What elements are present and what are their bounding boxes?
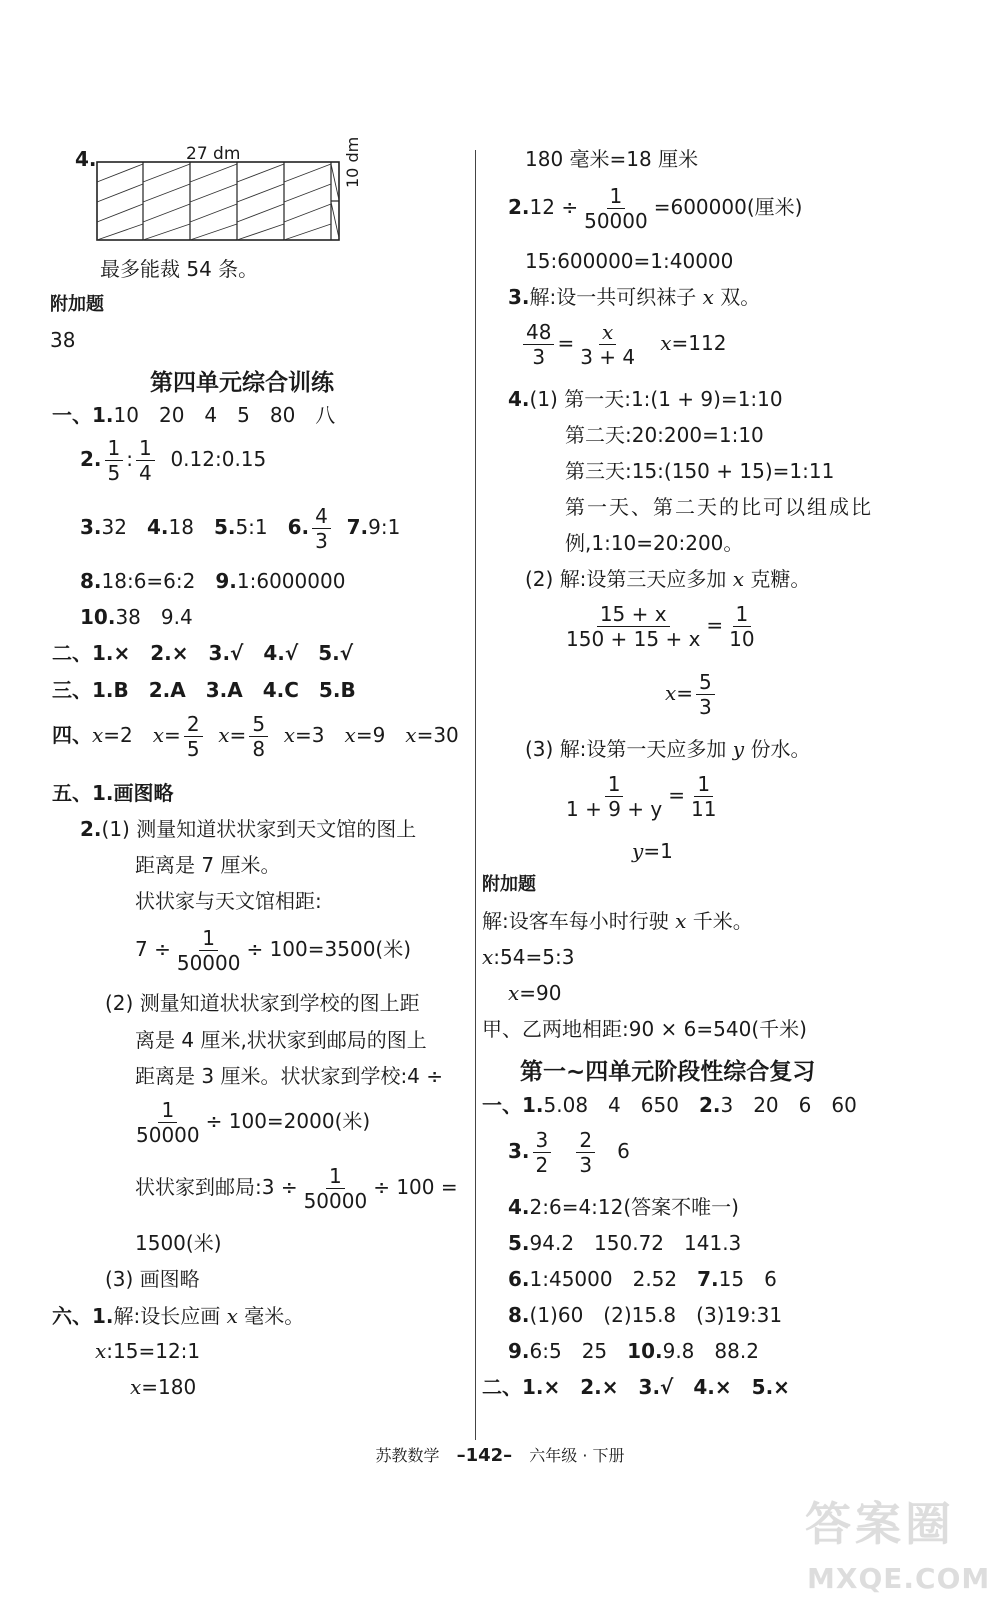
r-item4-part2: (2) 解:设第三天应多加 x 克糖。 [525, 567, 811, 591]
r-item4-part2-eq: $\frac{15 + x}{150 + 15 + x}$ = $\frac{1}{10}$ [566, 602, 755, 651]
sec4-answers: 四、x=2 x= $\frac{2}{5}$ x= $\frac{5}{8}$ x=3 x=9 x=30 [52, 712, 459, 761]
sec6-item1: 六、1.解:设长应画 x 毫米。 [52, 1304, 305, 1328]
sec5-item2-line2: 距离是 7 厘米。 [135, 853, 281, 877]
sec1-line5: 10.38 9.4 [80, 605, 193, 629]
r-extra-line1: 解:设客车每小时行驶 x 千米。 [482, 909, 753, 933]
stage-review-title: 第一~四单元阶段性综合复习 [520, 1059, 816, 1085]
watermark-text: 答案圈 [805, 1497, 955, 1551]
sec3-answers: 三、1.B 2.A 3.A 4.C 5.B [52, 678, 356, 702]
watermark-logo [805, 1488, 991, 1608]
extra-answer: 38 [50, 328, 76, 352]
sec5-item2-calc1: 7 ÷ $\frac{1}{50000}$ ÷ 100=3500(米) [135, 926, 412, 975]
sec5-item1: 五、1.画图略 [52, 781, 174, 805]
cutting-diagram [95, 160, 375, 244]
dimension-side: 10 dm [343, 136, 362, 188]
r-item4-conclusion2: 例,1:10=20:200。 [565, 531, 744, 555]
footer-grade: 六年级 · 下册 [529, 1446, 625, 1465]
sec5-item2-calc3-result: 1500(米) [135, 1231, 222, 1255]
review-line7: 9.6:5 25 10.9.8 88.2 [508, 1339, 759, 1363]
r-item4-part3: (3) 解:设第一天应多加 y 份水。 [525, 737, 811, 761]
sec5-item2-line3: 状状家与天文馆相距: [135, 889, 322, 913]
r-item4-day1: 4.(1) 第一天:1:(1 + 9)=1:10 [508, 387, 783, 411]
footer-subject: 苏教数学 [375, 1446, 440, 1465]
r-extra-line2: x:54=5:3 [482, 945, 575, 969]
r-item2: 2.12 ÷ $\frac{1}{50000}$ =600000(厘米) [508, 184, 803, 233]
r-extra-line3: x=90 [508, 981, 562, 1005]
sec5-item2-part2-line1: (2) 测量知道状状家到学校的图上距 [105, 991, 420, 1015]
review-sec2: 二、1.× 2.× 3.√ 4.× 5.× [482, 1375, 790, 1399]
sec5-item2-line1: 2.(1) 测量知道状状家到天文馆的图上 [80, 817, 417, 841]
sec5-item2-part2-line3: 距离是 3 厘米。状状家到学校:4 ÷ [135, 1064, 444, 1088]
r-extra-heading: 附加题 [482, 874, 536, 895]
column-divider [475, 150, 476, 1440]
r-item4-part2-solution: x= $\frac{5}{3}$ [665, 670, 718, 719]
sec5-item2-calc2: $\frac{1}{50000}$ ÷ 100=2000(米) [136, 1098, 371, 1147]
sec6-proportion: x:15=12:1 [95, 1339, 201, 1363]
sec1-line1: 一、1.10 20 4 5 80 八 [52, 403, 336, 427]
review-line2: 3. $\frac{3}{2}$ $\frac{2}{3}$ 6 [508, 1128, 630, 1177]
sec1-line4: 8.18:6=6:2 9.1:6000000 [80, 569, 346, 593]
r-item4-part3-eq: $\frac{1}{1 + 9 + y}$ = $\frac{1}{11}$ [566, 772, 717, 821]
sec6-solution: x=180 [130, 1375, 197, 1399]
q4-result: 最多能裁 54 条。 [100, 257, 259, 281]
r-extra-line4: 甲、乙两地相距:90 × 6=540(千米) [482, 1017, 807, 1041]
r-item4-day2: 第二天:20:200=1:10 [565, 423, 764, 447]
r-item3-proportion: $\frac{48}{3}$ = $\frac{x}{3 + 4}$ x=112 [520, 320, 726, 369]
review-line3: 4.2:6=4:12(答案不唯一) [508, 1195, 739, 1219]
sec1-line2: 2. $\frac{1}{5}$ : $\frac{1}{4}$ 0.12:0.15 [80, 436, 267, 485]
r-line1: 180 毫米=18 厘米 [525, 147, 699, 171]
review-line5: 6.1:45000 2.52 7.15 6 [508, 1267, 777, 1291]
review-line1: 一、1.5.08 4 650 2.3 20 6 60 [482, 1093, 857, 1117]
sec1-line3: 3.32 4.18 5.5:1 6. $\frac{4}{3}$ 7.9:1 [80, 504, 401, 553]
r-item2-ratio: 15:600000=1:40000 [525, 249, 734, 273]
r-item3: 3.解:设一共可织袜子 x 双。 [508, 285, 761, 309]
extra-heading: 附加题 [50, 294, 104, 315]
review-line6: 8.(1)60 (2)15.8 (3)19:31 [508, 1303, 783, 1327]
dimension-top: 27 dm [186, 144, 241, 164]
review-line4: 5.94.2 150.72 141.3 [508, 1231, 742, 1255]
sec5-item2-calc3: 状状家到邮局:3 ÷ $\frac{1}{50000}$ ÷ 100 = [135, 1164, 458, 1213]
r-item4-day3: 第三天:15:(150 + 15)=1:11 [565, 459, 835, 483]
page-footer [0, 1443, 1000, 1466]
sec2-answers: 二、1.× 2.× 3.√ 4.√ 5.√ [52, 641, 354, 665]
sec5-item2-part3: (3) 画图略 [105, 1267, 200, 1291]
unit-title: 第四单元综合训练 [150, 370, 334, 396]
page-number: –142– [456, 1445, 513, 1466]
r-item4-conclusion1: 第一天、第二天的比可以组成比 [565, 495, 873, 519]
q4-label: 4. [75, 147, 97, 171]
sec5-item2-part2-line2: 离是 4 厘米,状状家到邮局的图上 [135, 1028, 427, 1052]
r-item4-part3-solution: y=1 [632, 839, 673, 863]
watermark-url: MXQE.COM [807, 1562, 991, 1595]
